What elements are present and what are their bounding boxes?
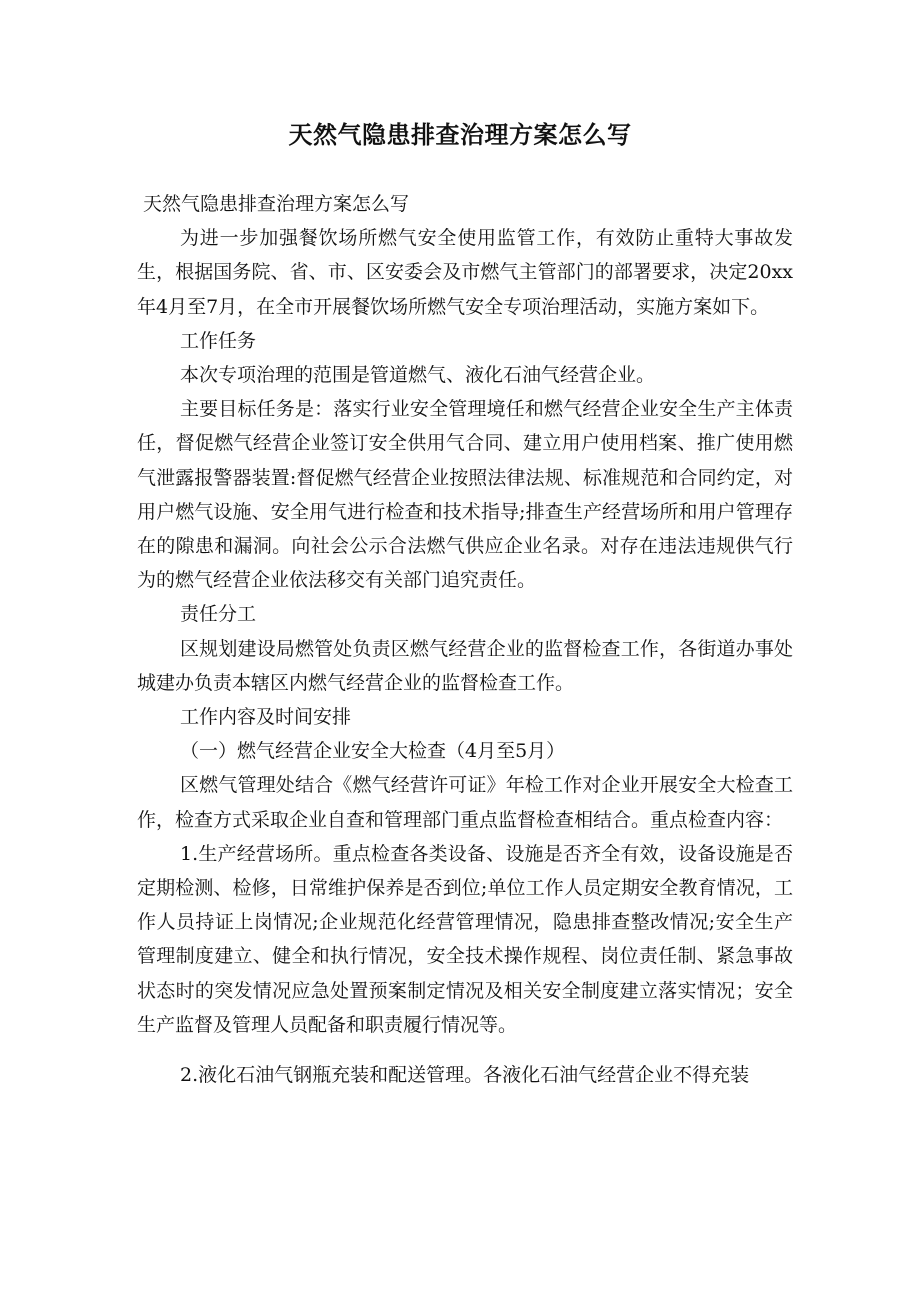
scope-paragraph: 本次专项治理的范围是管道燃气、液化石油气经营企业。 (180, 364, 656, 387)
section-heading-schedule: 工作内容及时间安排 (180, 706, 352, 729)
document-title: 天然气隐患排查治理方案怎么写 (288, 121, 632, 149)
section-heading-tasks: 工作任务 (180, 329, 257, 352)
item-1-paragraph: 1.生产经营场所。重点检查各类设备、设施是否齐全有效，设备设施是否定期检测、检修，日常维护保养是否到位;单位工作人员定期安全教育情况，工作人员持证上岗情况;企业规范化经营管理情况，隐患排查整改情况;安全生产管理制度建立、健全和执行情况，安全技术操作规程、岗位责任制、紧急事故状态时的突发情况应急处置预案制定情况及相关安全制度建立落实情况；安全生产监督及管理人员配备和职责履行情况等。 (137, 842, 793, 1036)
subsection-heading-inspection: （一）燃气经营企业安全大检查（4月至5月） (180, 740, 566, 763)
inspection-paragraph: 区燃气管理处结合《燃气经营许可证》年检工作对企业开展安全大检查工作，检查方式采取企业自查和管理部门重点监督检查相结合。重点检查内容： (137, 774, 793, 831)
targets-paragraph: 主要目标任务是：落实行业安全管理境任和燃气经营企业安全生产主体责任，督促燃气经营企业签订安全供用气合同、建立用户使用档案、推广使用燃气泄露报警器装置:督促燃气经营企业按照法律法规、标准规范和合同约定，对用户燃气设施、安全用气进行检查和技术指导;排查生产经营场所和用户管理存在的隙患和漏洞。向社会公示合法燃气供应企业名录。对存在违法违规供气行为的燃气经营企业依法移交有关部门追究责任。 (137, 398, 793, 592)
responsibility-paragraph: 区规划建设局燃管处负责区燃气经营企业的监督检查工作，各街道办事处城建办负责本辖区内燃气经营企业的监督检查工作。 (137, 637, 793, 694)
subtitle-paragraph: 天然气隐患排查治理方案怎么写 (143, 193, 410, 215)
document-body (137, 187, 793, 1092)
intro-paragraph: 为进一步加强餐饮场所燃气安全使用监管工作，有效防止重特大事故发生，根据国务院、省、市、区安委会及市燃气主管部门的部署要求，决定20xx年4月至7月，在全市开展餐饮场所燃气安全专项治理活动，实施方案如下。 (137, 227, 793, 318)
item-2-paragraph: 2.液化石油气钢瓶充装和配送管理。各液化石油气经营企业不得充装 (180, 1064, 750, 1087)
section-heading-responsibility: 责任分工 (180, 603, 257, 626)
